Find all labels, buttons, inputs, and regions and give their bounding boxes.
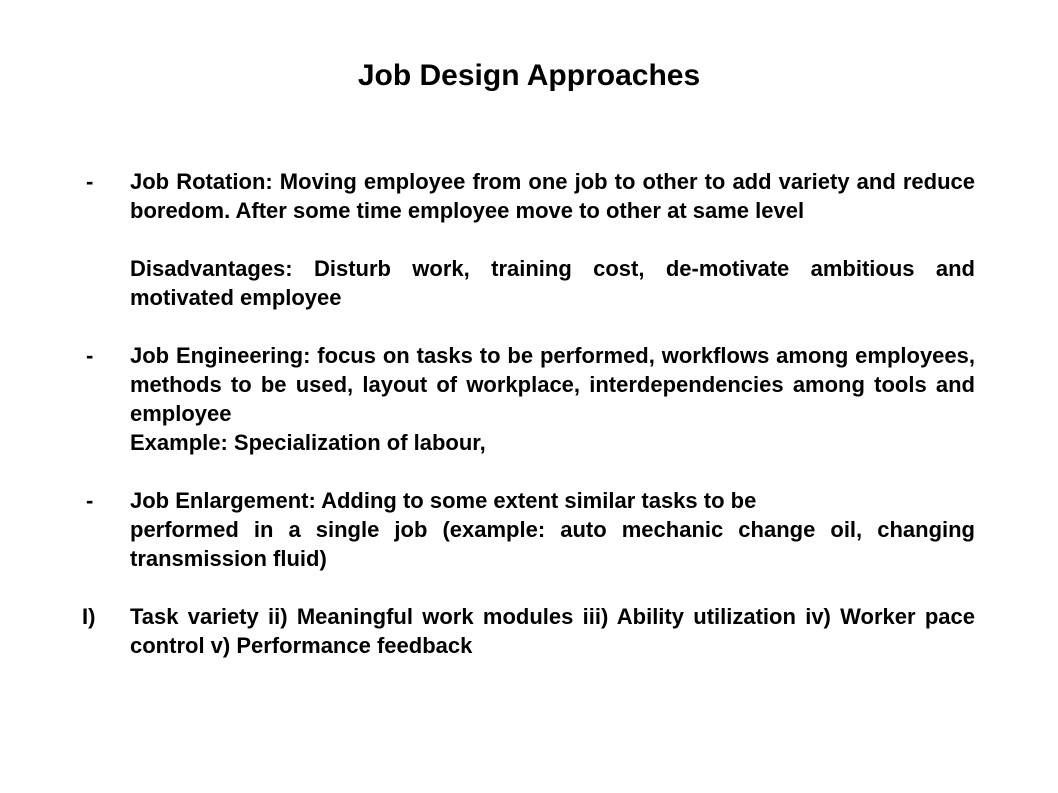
- job-rotation-text: Job Rotation: Moving employee from one job to other to add variety and reduce boredom. After some time employee move to other at same level: [130, 169, 975, 223]
- list-item-body: [130, 341, 975, 457]
- bullet-marker: -: [86, 343, 94, 368]
- bullet-list: [80, 167, 975, 660]
- bullet-marker: -: [86, 488, 94, 513]
- job-engineering-text: Job Engineering: focus on tasks to be performed, workflows among employees, methods to be used, layout of workplace, interdependencies among tools and employee: [130, 343, 975, 426]
- list-item-job-engineering: [80, 341, 975, 457]
- job-rotation-disadvantages: Disadvantages: Disturb work, training cost, de-motivate ambitious and motivated employee: [130, 256, 975, 310]
- spacer: [130, 225, 975, 254]
- task-variety-text: Task variety ii) Meaningful work modules iii) Ability utilization iv) Worker pace control v) Performance feedback: [130, 604, 975, 658]
- list-item-job-enlargement: [80, 486, 975, 573]
- spacer: [80, 573, 975, 602]
- slide-title: Job Design Approaches: [357, 59, 701, 92]
- spacer: [80, 312, 975, 341]
- job-engineering-example: Example: Specialization of labour,: [130, 430, 486, 455]
- list-item-task-variety: [80, 602, 975, 660]
- job-enlargement-text: performed in a single job (example: auto mechanic change oil, changing transmission fluid): [130, 517, 975, 571]
- list-item-body: [130, 602, 975, 660]
- roman-marker: I): [82, 604, 96, 629]
- job-enlargement-first-line: Job Enlargement: Adding to some extent similar tasks to be: [130, 488, 757, 513]
- spacer: [80, 457, 975, 486]
- list-item-body: [130, 167, 975, 312]
- list-item-job-rotation: [80, 167, 975, 312]
- list-item-body: [130, 486, 975, 573]
- bullet-marker: -: [86, 169, 94, 194]
